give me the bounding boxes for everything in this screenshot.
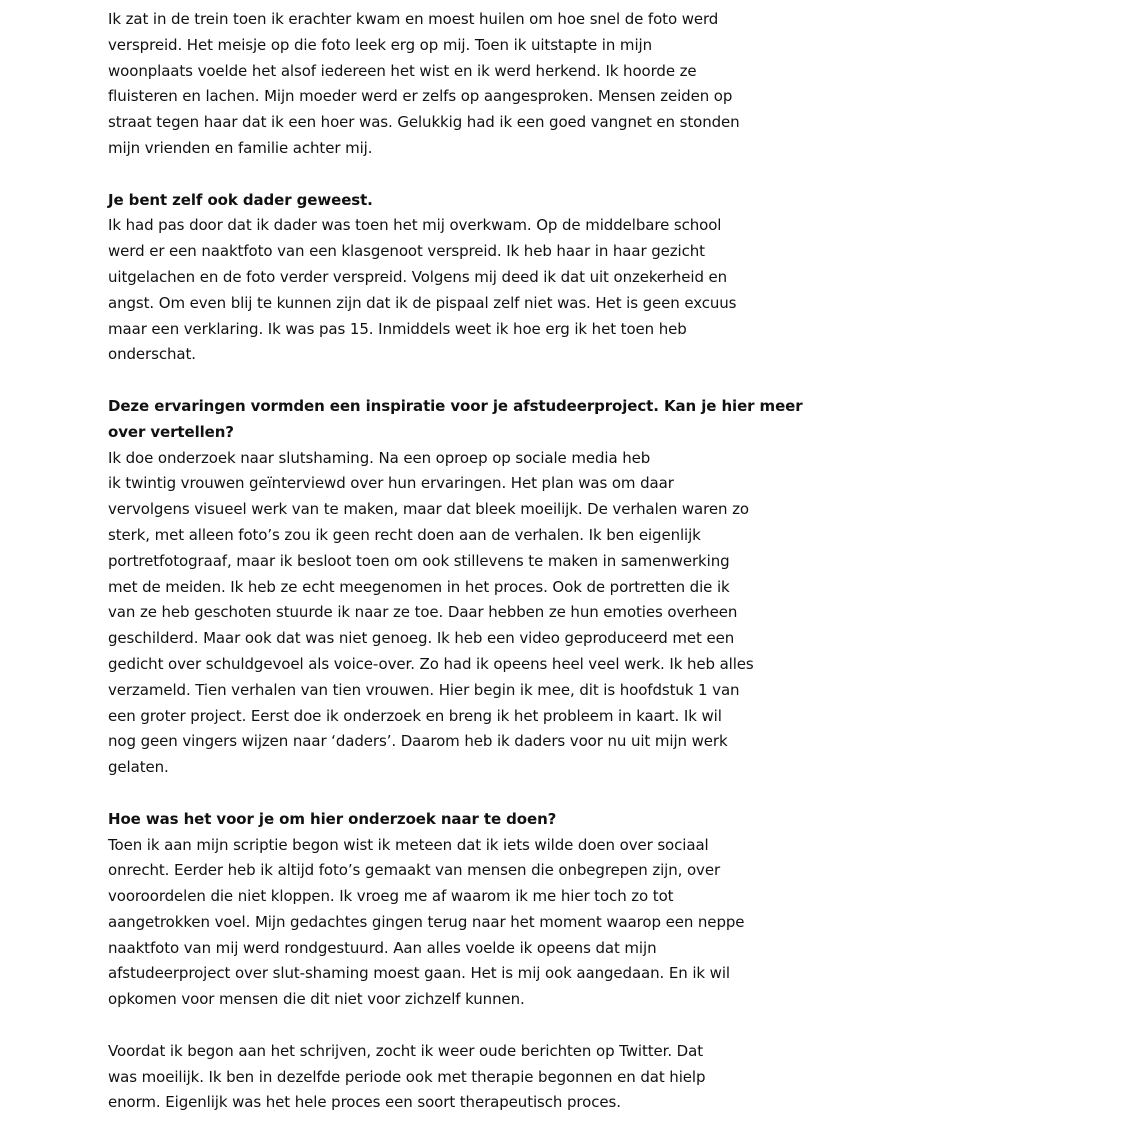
answer-line: vervolgens visueel werk van te maken, maar dat bleek moeilijk. De verhalen waren zo [108,500,749,519]
answer-line: Toen ik aan mijn scriptie begon wist ik meteen dat ik iets wilde doen over sociaal [108,835,709,854]
answer-line: angst. Om even blij te kunnen zijn dat ik de pispaal zelf niet was. Het is geen excuus [108,293,737,312]
answer-line: was moeilijk. Ik ben in dezelfde periode ook met therapie begonnen en dat hielp [108,1067,706,1086]
answer-line: vooroordelen die niet kloppen. Ik vroeg me af waarom ik me hier toch zo tot [108,887,674,906]
answer-line: onrecht. Eerder heb ik altijd foto’s gemaakt van mensen die onbegrepen zijn, over [108,861,721,880]
answer-line: portretfotograaf, maar ik besloot toen om ook stillevens te maken in samenwerking [108,551,730,570]
answer-line: nog geen vingers wijzen naar ‘daders’. Daarom heb ik daders voor nu uit mijn werk [108,732,728,751]
answer-line: een groter project. Eerst doe ik onderzoek en breng ik het probleem in kaart. Ik wil [108,706,722,725]
answer-line: gedicht over schuldgevoel als voice-over. Zo had ik opeens heel veel werk. Ik heb alles [108,654,754,673]
answer-line: naaktfoto van mij werd rondgestuurd. Aan alles voelde ik opeens dat mijn [108,938,657,957]
answer-line: verspreid. Het meisje op die foto leek erg op mij. Toen ik uitstapte in mijn [108,35,652,54]
answer-line: ik twintig vrouwen geïnterviewd over hun ervaringen. Het plan was om daar [108,474,674,493]
interview-question: Deze ervaringen vormden een inspiratie voor je afstudeerproject. Kan je hier meer [108,396,803,415]
answer-line: werd er een naaktfoto van een klasgenoot verspreid. Ik heb haar in haar gezicht [108,242,705,261]
answer-line: fluisteren en lachen. Mijn moeder werd er zelfs op aangesproken. Mensen zeiden op [108,87,733,106]
answer-line: met de meiden. Ik heb ze echt meegenomen in het proces. Ook de portretten die ik [108,577,730,596]
interview-question: Je bent zelf ook dader geweest. [108,190,373,209]
answer-line: aangetrokken voel. Mijn gedachtes gingen terug naar het moment waarop een neppe [108,912,745,931]
answer-line: gelaten. [108,758,169,777]
answer-line: Ik zat in de trein toen ik erachter kwam en moest huilen om hoe snel de foto werd [108,10,719,28]
answer-line: enorm. Eigenlijk was het hele proces een soort therapeutisch proces. [108,1093,621,1112]
paragraph-twitter [108,1039,706,1116]
qa-block-afstudeerproject [108,394,803,781]
answer-line: onderschat. [108,345,196,364]
interview-question: over vertellen? [108,422,234,441]
answer-line: van ze heb geschoten stuurde ik naar ze toe. Daar hebben ze hun emoties overheen [108,603,738,622]
qa-block-dader [108,188,737,369]
answer-line: Ik doe onderzoek naar slutshaming. Na een oproep op sociale media heb [108,448,651,467]
answer-line: afstudeerproject over slut-shaming moest gaan. Het is mij ook aangedaan. En ik wil [108,964,730,983]
qa-block-onderzoek [108,807,745,1013]
article-body [108,7,803,1142]
answer-line: uitgelachen en de foto verder verspreid. Volgens mij deed ik dat uit onzekerheid en [108,267,728,286]
answer-line: verzameld. Tien verhalen van tien vrouwen. Hier begin ik mee, dit is hoofdstuk 1 van [108,680,740,699]
interview-question: Hoe was het voor je om hier onderzoek naar te doen? [108,809,557,828]
answer-line: Ik had pas door dat ik dader was toen het mij overkwam. Op de middelbare school [108,216,722,235]
answer-line: opkomen voor mensen die dit niet voor zichzelf kunnen. [108,990,525,1009]
paragraph-intro [108,7,740,162]
answer-line: geschilderd. Maar ook dat was niet genoeg. Ik heb een video geproduceerd met een [108,629,735,648]
answer-line: Voordat ik begon aan het schrijven, zocht ik weer oude berichten op Twitter. Dat [108,1041,704,1060]
answer-line: straat tegen haar dat ik een hoer was. Gelukkig had ik een goed vangnet en stonden [108,113,740,132]
answer-line: woonplaats voelde het alsof iedereen het wist en ik werd herkend. Ik hoorde ze [108,61,697,80]
answer-line: sterk, met alleen foto’s zou ik geen recht doen aan de verhalen. Ik ben eigenlijk [108,525,701,544]
answer-line: maar een verklaring. Ik was pas 15. Inmiddels weet ik hoe erg ik het toen heb [108,319,687,338]
answer-line: mijn vrienden en familie achter mij. [108,138,373,157]
